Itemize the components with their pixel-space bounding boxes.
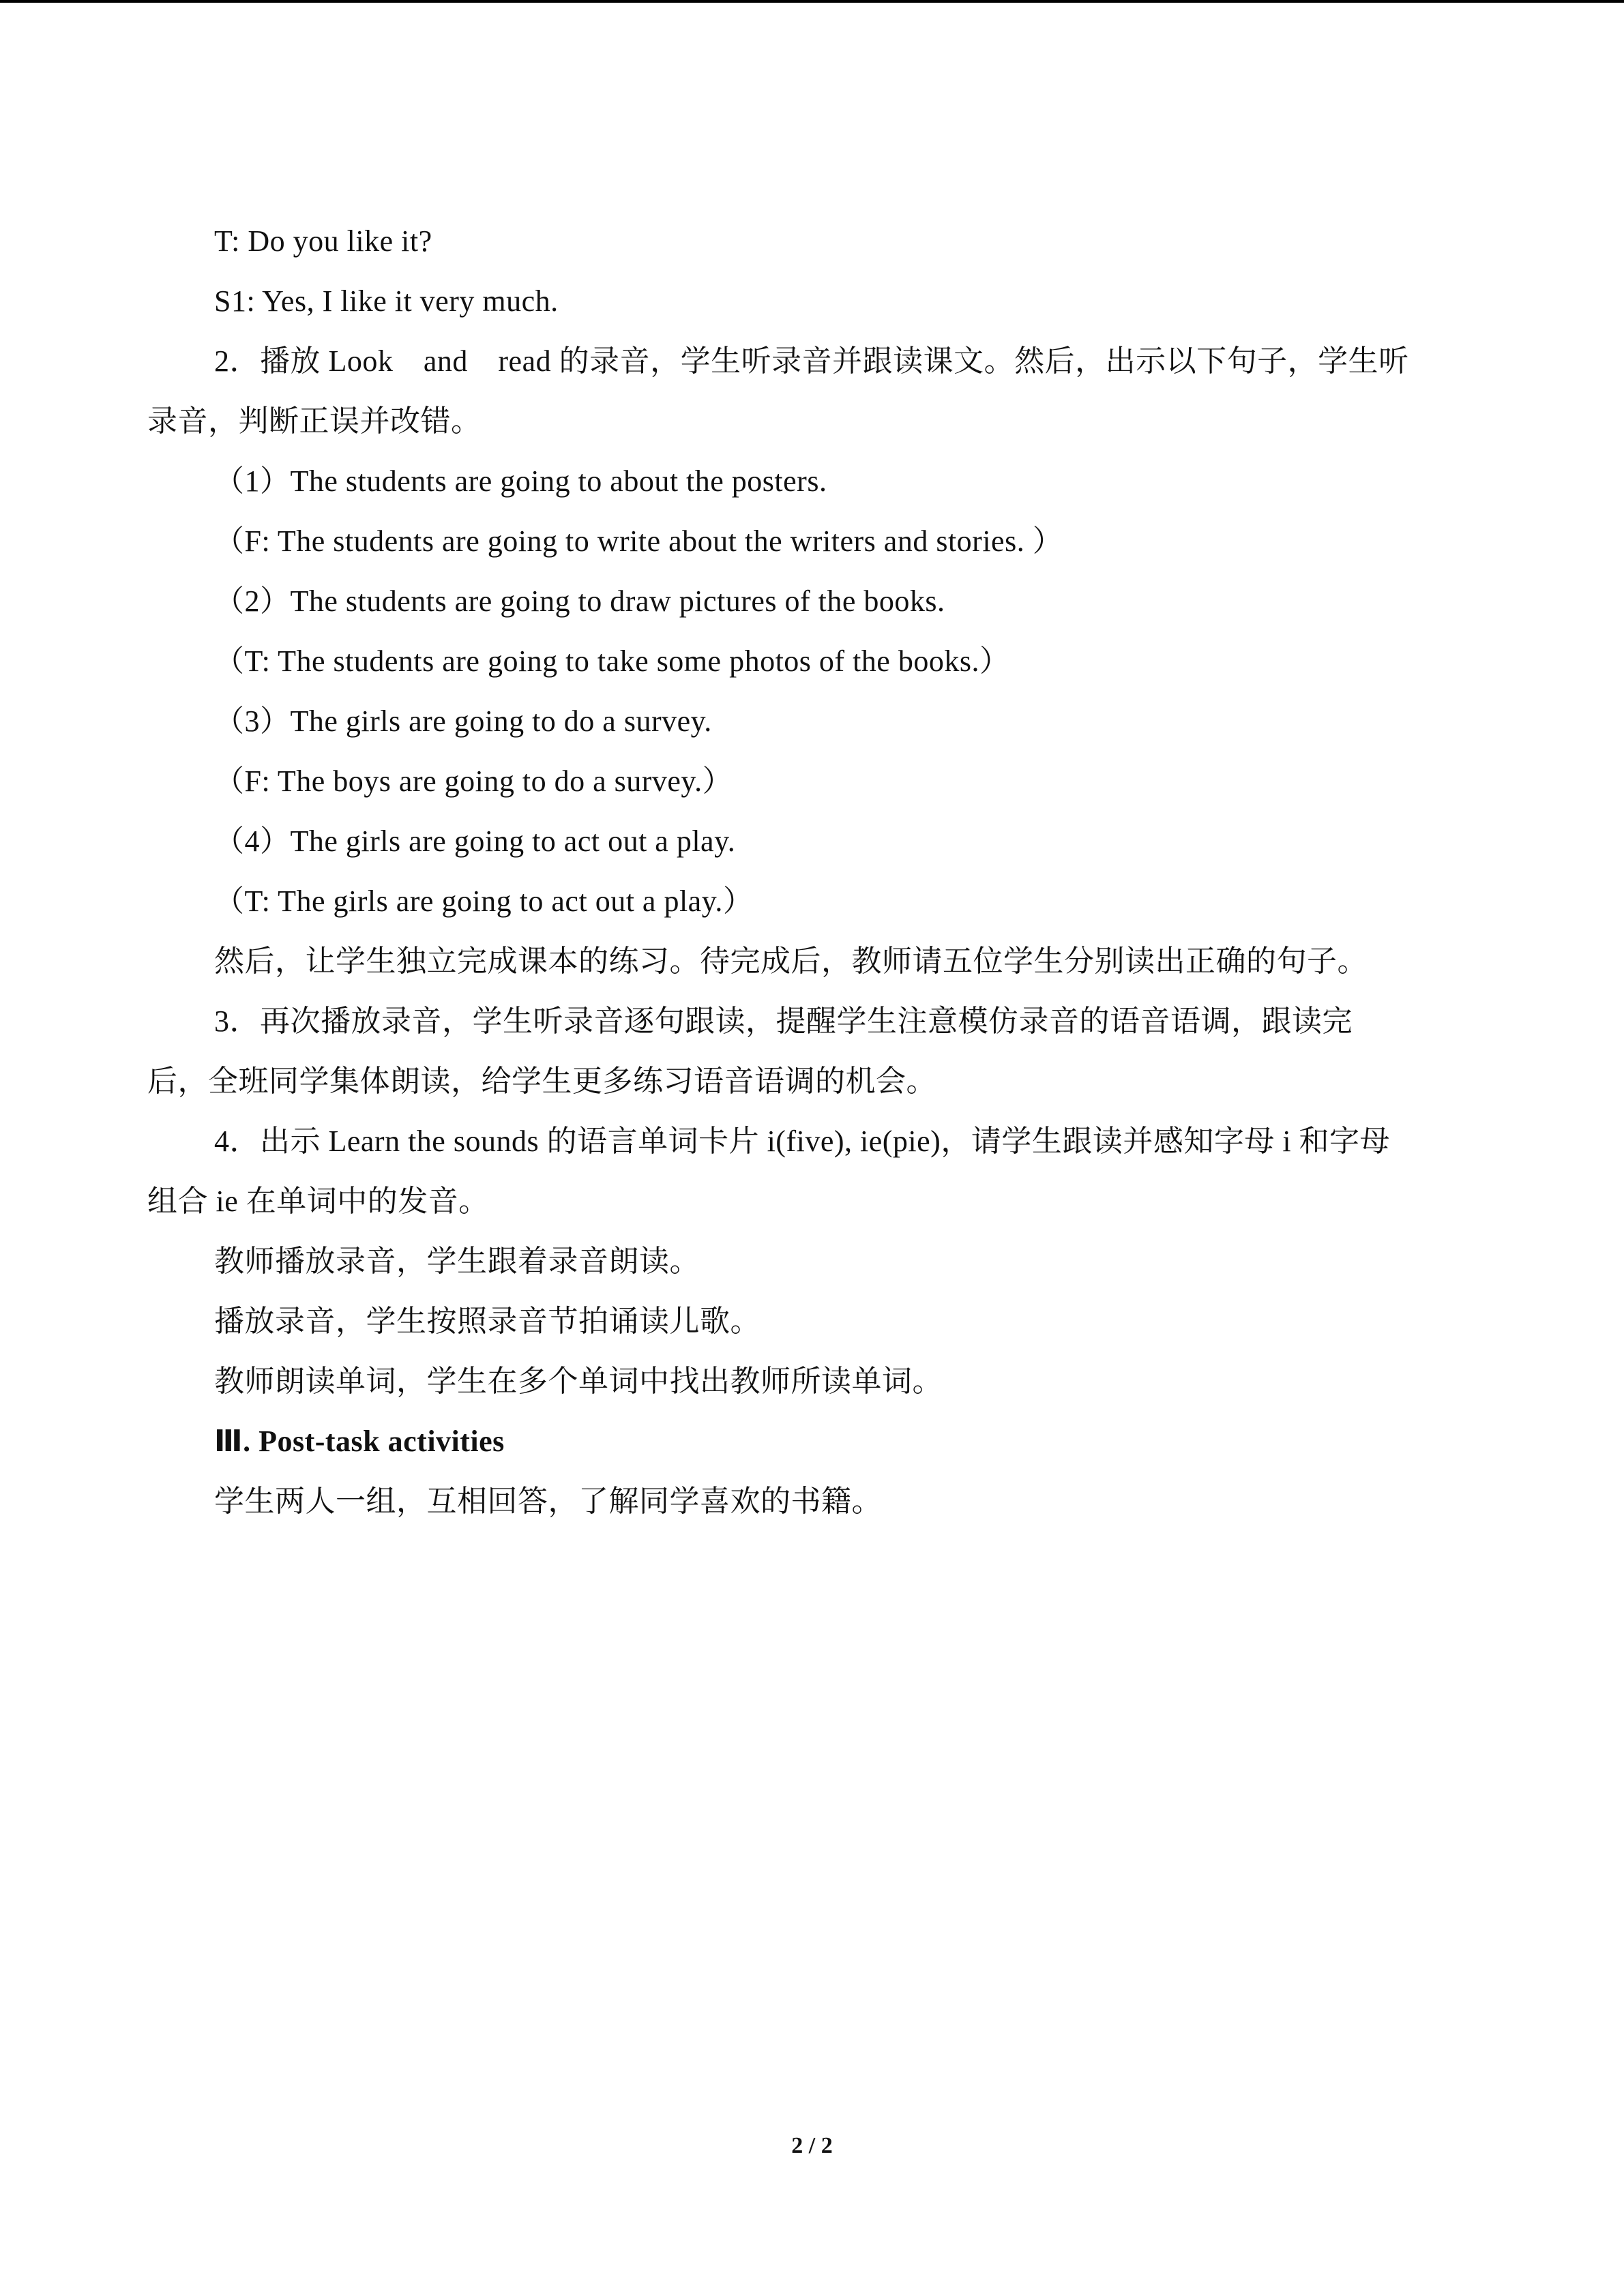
exercise-instruction: 然后，让学生独立完成课本的练习。待完成后，教师请五位学生分别读出正确的句子。 (214, 944, 1368, 978)
closing-line: 学生两人一组，互相回答，了解同学喜欢的书籍。 (214, 1485, 882, 1518)
document-page (147, 211, 1477, 1532)
statement-3-answer: （F: The boys are going to do a survey.） (214, 764, 733, 798)
activity-line-1: 教师播放录音，学生跟着录音朗读。 (214, 1244, 700, 1278)
step-3-paragraph-line-2: 后，全班同学集体朗读，给学生更多练习语音语调的机会。 (147, 1064, 936, 1098)
statement-1-answer: （F: The students are going to write about the writers and stories. ） (214, 524, 1063, 558)
step-3-paragraph-line-1: 3．再次播放录音，学生听录音逐句跟读，提醒学生注意模仿录音的语音语调，跟读完 (214, 1004, 1353, 1038)
step-4-paragraph-line-2: 组合 ie 在单词中的发音。 (147, 1184, 489, 1218)
section-heading (147, 1412, 1477, 1472)
statement-2-answer: （T: The students are going to take some photos of the books.） (214, 644, 1010, 678)
dialogue-line-student: S1: Yes, I like it very much. (214, 284, 559, 318)
top-border-rule (0, 0, 1624, 3)
activity-line-3: 教师朗读单词，学生在多个单词中找出教师所读单词。 (214, 1365, 943, 1398)
step-4-paragraph-line-1: 4．出示 Learn the sounds 的语言单词卡片 i(five), ie(pie)，请学生跟读并感知字母 i 和字母 (214, 1124, 1391, 1158)
statement-1: （1）The students are going to about the posters. (214, 464, 827, 498)
step-2-paragraph-line-2: 录音，判断正误并改错。 (147, 404, 482, 438)
section-heading-numeral: Ⅲ (214, 1425, 243, 1458)
page-number: 2 / 2 (791, 2133, 833, 2158)
section-heading-text: . Post-task activities (243, 1425, 505, 1458)
step-2-paragraph-line-1: 2．播放 Look and read 的录音，学生听录音并跟读课文。然后，出示以下句子，学生听 (214, 344, 1409, 378)
statement-3: （3）The girls are going to do a survey. (214, 704, 712, 738)
activity-line-2: 播放录音，学生按照录音节拍诵读儿歌。 (214, 1304, 761, 1338)
dialogue-line-teacher: T: Do you like it? (214, 224, 432, 258)
statement-2: （2）The students are going to draw pictures of the books. (214, 584, 945, 618)
statement-4-answer: （T: The girls are going to act out a play.） (214, 884, 754, 918)
statement-4: （4）The girls are going to act out a play. (214, 824, 736, 858)
